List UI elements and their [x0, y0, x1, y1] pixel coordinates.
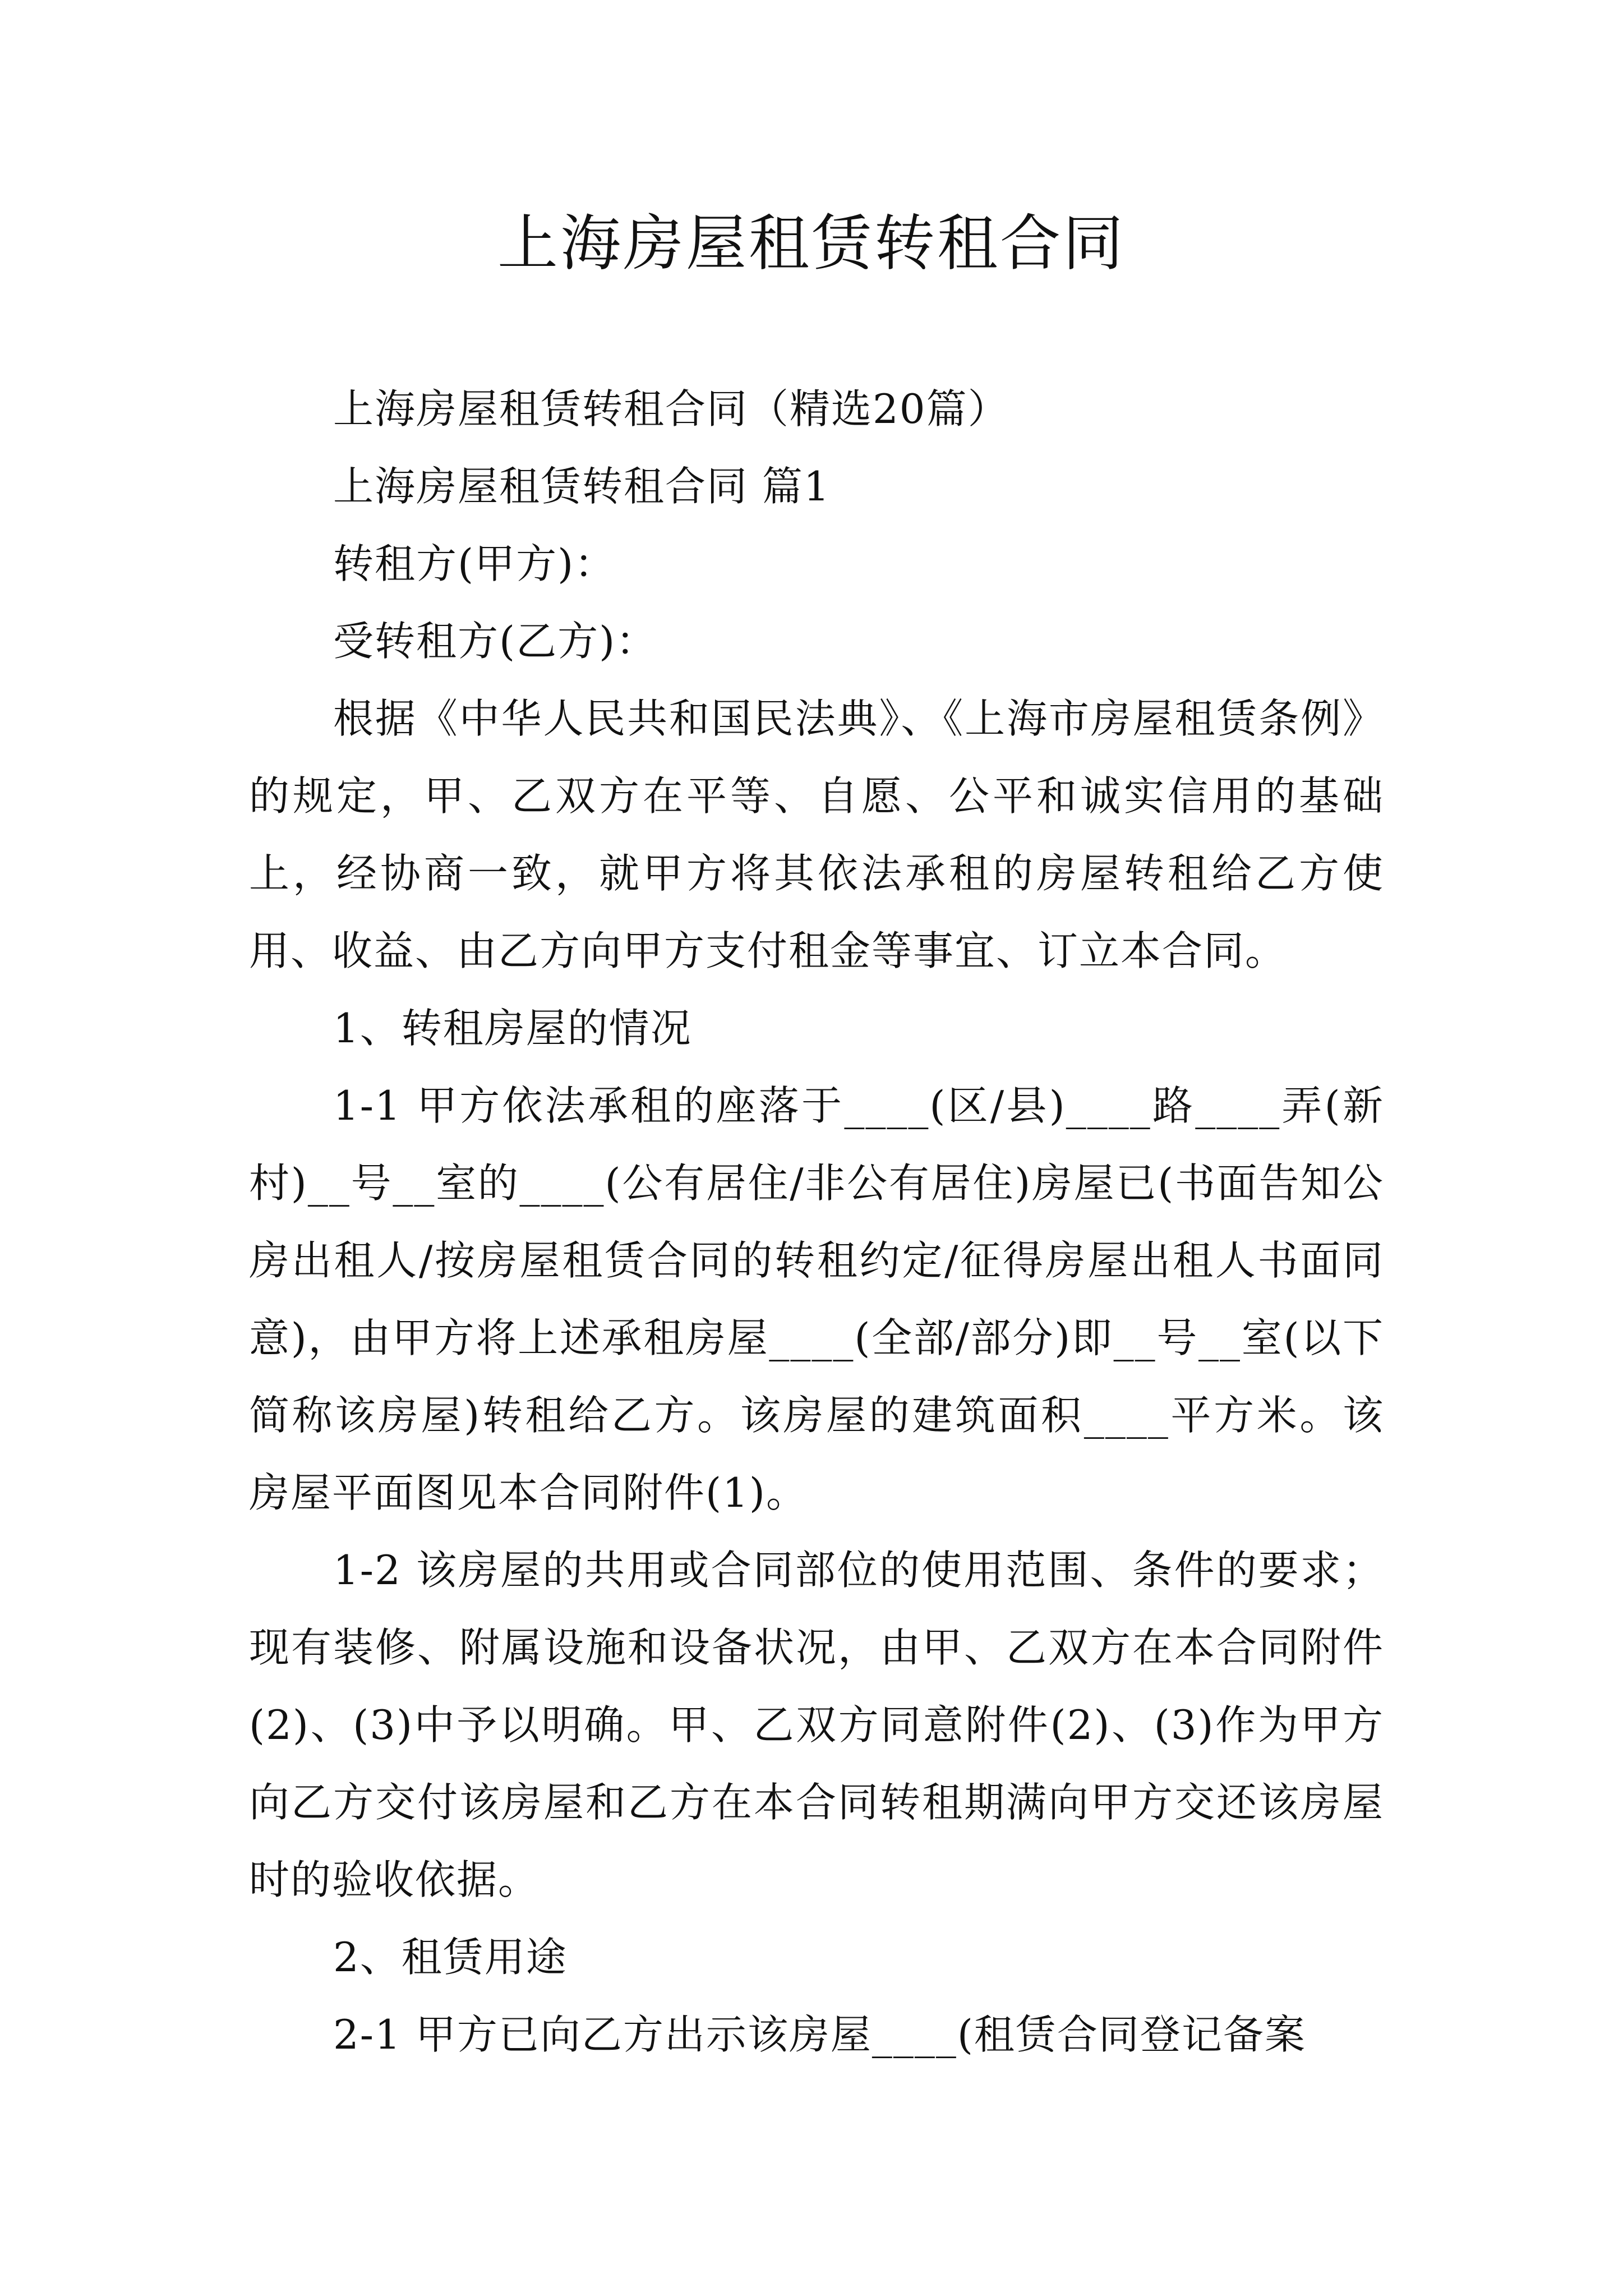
- subtitle-paragraph: 上海房屋租赁转租合同（精选20篇）: [333, 385, 1009, 432]
- section-heading-paragraph: 上海房屋租赁转租合同 篇1: [333, 463, 831, 510]
- preamble-paragraph: 根据《中华人民共和国民法典》、《上海市房屋租赁条例》的规定，甲、乙双方在平等、自愿、公平和诚实信用的基础上，经协商一致，就甲方将其依法承租的房屋转租给乙方使用、收益、由乙方向甲方支付租金等事宜、订立本合同。: [249, 695, 1384, 974]
- clause-heading-2: 2、租赁用途: [333, 1934, 568, 1981]
- document-title: 上海房屋租赁转租合同: [497, 209, 1126, 279]
- clause-heading-1: 1、转租房屋的情况: [333, 1005, 692, 1052]
- clause-1-1: 1-1 甲方依法承租的座落于____(区/县)____路____弄(新村)__号__室的____(公有居住/非公有居住)房屋已(书面告知公房出租人/按房屋租赁合同的转租约定/征得房屋出租人书面同意)，由甲方将上述承租房屋____(全部/部分)即__号__室(以下简称该房屋)转租给乙方。该房屋的建筑面积____平方米。该房屋平面图见本合同附件(1)。: [249, 1082, 1384, 1516]
- clause-1-2: 1-2 该房屋的共用或合同部位的使用范围、条件的要求；现有装修、附属设施和设备状况，由甲、乙双方在本合同附件(2)、(3)中予以明确。甲、乙双方同意附件(2)、(3)作为甲方向乙方交付该房屋和乙方在本合同转租期满向甲方交还该房屋时的验收依据。: [249, 1547, 1384, 1903]
- party-b-line: 受转租方(乙方)：: [333, 618, 658, 665]
- clause-2-1: 2-1 甲方已向乙方出示该房屋____(租赁合同登记备案: [333, 2011, 1306, 2058]
- party-a-line: 转租方(甲方)：: [333, 540, 616, 587]
- document-body: [249, 370, 1384, 2073]
